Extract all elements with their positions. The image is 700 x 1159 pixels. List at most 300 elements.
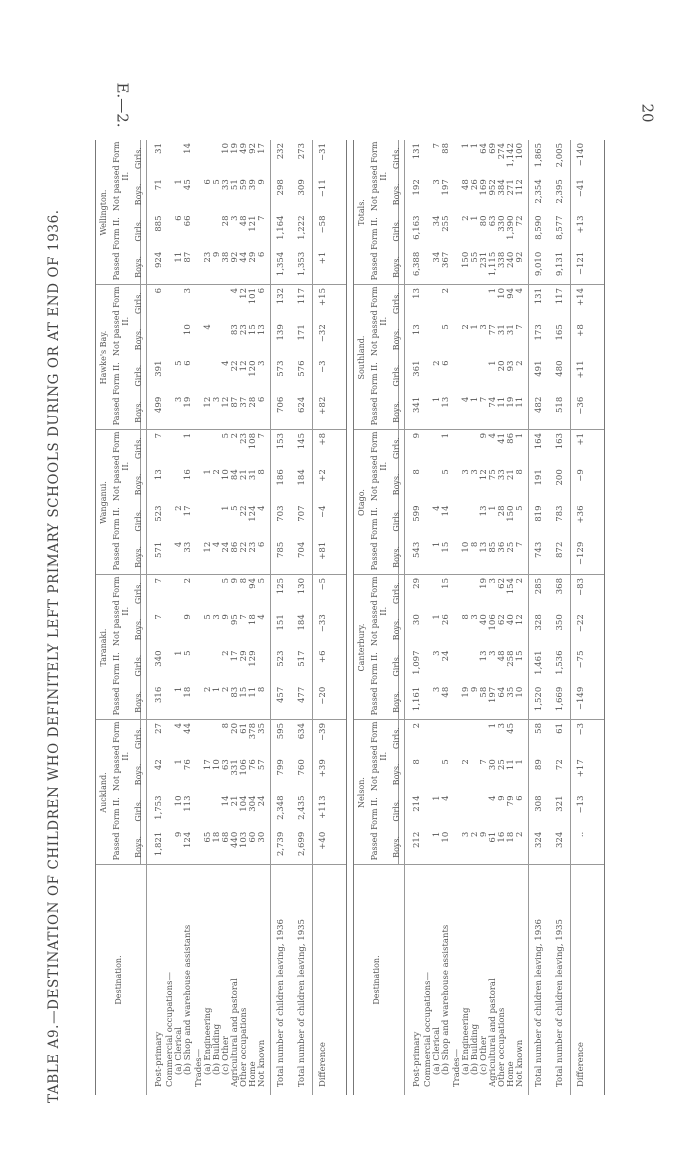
north-data-cell: 15	[239, 686, 249, 698]
south-sex-header: Girls.	[392, 727, 401, 750]
south-data-cell: 2	[515, 831, 525, 838]
north-row-label: Trades—	[194, 1048, 204, 1087]
south-row-label: Not known	[515, 1039, 525, 1087]
south-data-cell: 872	[555, 541, 565, 558]
north-data-cell: 11	[174, 251, 184, 263]
north-sex-header: Boys.	[134, 835, 143, 858]
south-data-cell: 1,142	[506, 143, 516, 168]
north-data-cell: +2	[318, 469, 328, 482]
south-data-cell: −36	[576, 396, 586, 415]
south-data-cell: 783	[555, 505, 565, 522]
south-row-label: (a) Engineering	[461, 1007, 471, 1075]
south-sex-header: Boys.	[392, 545, 401, 568]
south-data-cell: −129	[576, 541, 586, 566]
north-data-cell: 3	[230, 215, 240, 221]
south-data-cell: 10	[441, 831, 451, 843]
north-data-cell: 66	[183, 215, 193, 227]
north-data-cell: 22	[230, 360, 240, 372]
north-data-cell: −5	[318, 578, 328, 591]
south-sex-header: Girls.	[392, 219, 401, 242]
north-data-cell: 22	[239, 505, 249, 517]
north-district-name: Wellington.	[99, 189, 108, 236]
north-passed-header: Passed Form II.	[112, 217, 121, 281]
south-data-cell: 3	[479, 324, 489, 330]
north-data-cell: 2	[183, 578, 193, 584]
south-data-cell: 4	[515, 288, 525, 294]
north-data-cell: 23	[203, 251, 213, 263]
south-data-cell: 34	[432, 251, 442, 263]
south-passed-header: Passed Form II.	[370, 797, 379, 861]
south-data-cell: 11	[515, 396, 525, 408]
south-data-cell: 1	[432, 541, 442, 548]
south-data-cell: 21	[506, 469, 516, 481]
north-data-cell: 298	[276, 179, 286, 196]
north-data-cell: 309	[297, 179, 307, 196]
north-data-cell: −4	[318, 505, 328, 519]
north-data-cell: 49	[239, 143, 249, 154]
south-sex-header: Boys.	[392, 690, 401, 713]
north-data-cell: 1	[174, 759, 184, 765]
south-data-cell: 86	[506, 433, 516, 444]
south-data-cell: 518	[555, 396, 565, 413]
south-row-label: Total number of children leaving, 1935	[555, 919, 565, 1087]
north-sex-header: Boys.	[134, 763, 143, 786]
north-data-cell: 18	[248, 614, 258, 626]
north-data-cell: 6	[174, 215, 184, 221]
south-data-cell: 6	[441, 360, 451, 366]
south-data-cell: −140	[576, 143, 586, 167]
south-data-cell: 1	[432, 831, 442, 838]
south-row-label: (b) Building	[470, 1023, 480, 1075]
south-data-cell: 93	[506, 360, 516, 372]
north-data-cell: 6	[203, 179, 213, 185]
south-data-cell: 3	[461, 469, 471, 475]
south-row-label: Trades—	[452, 1048, 462, 1087]
north-data-cell: 232	[276, 143, 286, 160]
south-data-cell: 45	[506, 723, 516, 734]
north-data-cell: −20	[318, 686, 328, 705]
south-data-cell: 1,161	[412, 686, 422, 712]
north-data-cell: 4	[174, 723, 184, 729]
north-data-cell: −33	[318, 614, 328, 633]
north-data-cell: 101	[248, 288, 258, 305]
south-data-cell: 255	[441, 215, 451, 232]
north-data-cell: 35	[257, 723, 267, 734]
north-data-cell: 1	[203, 469, 213, 475]
north-data-cell: 57	[257, 759, 267, 771]
north-data-cell: 760	[297, 759, 307, 776]
north-row-label: Other occupations	[239, 1007, 249, 1087]
north-data-cell: 11	[248, 686, 258, 698]
north-data-cell: 576	[297, 360, 307, 377]
south-data-cell: 231	[479, 251, 489, 268]
south-row-label: Commercial occupations—	[423, 971, 433, 1087]
north-data-cell: 106	[239, 759, 249, 776]
south-data-cell: 3	[488, 578, 498, 584]
north-data-cell: 2,739	[276, 831, 286, 857]
north-data-cell: 37	[239, 396, 249, 408]
north-data-cell: 184	[297, 614, 307, 631]
south-data-cell: +8	[576, 324, 586, 337]
south-sex-header: Girls.	[392, 292, 401, 315]
north-data-cell: 17	[230, 650, 240, 662]
south-data-cell: 40	[506, 614, 516, 626]
south-data-cell: 328	[534, 614, 544, 631]
south-not-passed-header: Not passed Form II.	[370, 576, 388, 646]
south-data-cell: ..	[576, 831, 586, 838]
south-data-cell: 154	[506, 578, 516, 595]
south-data-cell: 350	[555, 614, 565, 631]
south-data-cell: 367	[441, 251, 451, 268]
south-data-cell: −22	[576, 614, 586, 633]
north-data-cell: 4	[230, 288, 240, 294]
north-data-cell: +1	[318, 251, 328, 265]
north-data-cell: 17	[183, 505, 193, 517]
north-data-cell: 19	[230, 143, 240, 154]
north-data-cell: 4	[221, 360, 231, 366]
south-data-cell: 8	[412, 759, 422, 765]
north-data-cell: 1,354	[276, 251, 286, 277]
south-data-cell: 1,536	[555, 650, 565, 675]
south-data-cell: 491	[534, 360, 544, 377]
south-data-cell: 117	[555, 288, 565, 305]
north-data-cell: 14	[221, 795, 231, 807]
south-row-label: (a) Clerical	[432, 1027, 442, 1075]
south-data-cell: 80	[479, 215, 489, 227]
north-data-cell: 121	[248, 215, 258, 232]
north-data-cell: 703	[276, 505, 286, 522]
north-not-passed-header: Not passed Form II.	[112, 721, 130, 791]
north-passed-header: Passed Form II.	[112, 652, 121, 716]
north-data-cell: 477	[297, 686, 307, 703]
north-data-cell: 104	[239, 795, 249, 812]
north-data-cell: 440	[230, 831, 240, 848]
south-data-cell: 15	[515, 650, 525, 662]
south-data-cell: 338	[497, 251, 507, 268]
north-data-cell: 9	[174, 831, 184, 838]
north-row-label: Home	[248, 1061, 258, 1087]
north-data-cell: 1	[183, 433, 193, 439]
north-data-cell: 2,699	[297, 831, 307, 857]
north-data-cell: 7	[154, 433, 164, 439]
south-row-label: (c) Other	[479, 1035, 489, 1075]
north-data-cell: 21	[230, 795, 240, 807]
south-data-cell: 8	[412, 469, 422, 475]
south-data-cell: 1	[470, 324, 480, 330]
south-data-cell: 25	[497, 759, 507, 771]
south-data-cell: 3	[488, 650, 498, 656]
north-data-cell: 885	[154, 215, 164, 232]
north-data-cell: 2	[221, 650, 231, 656]
south-data-cell: +36	[576, 505, 586, 524]
south-row-label: Other occupations	[497, 1007, 507, 1087]
south-data-cell: 1,115	[488, 251, 498, 277]
north-data-cell: 87	[183, 251, 193, 263]
south-data-cell: 58	[479, 686, 489, 698]
north-destination-header: Destination.	[114, 955, 123, 1005]
south-data-cell: 212	[412, 831, 422, 848]
south-data-cell: 10	[461, 541, 471, 553]
north-data-cell: 59	[239, 179, 249, 191]
north-data-cell: 38	[221, 251, 231, 263]
north-data-cell: 61	[239, 723, 249, 734]
north-data-cell: +6	[318, 650, 328, 664]
north-sex-header: Boys.	[134, 473, 143, 496]
north-data-cell: 6	[183, 360, 193, 366]
south-data-cell: 2,395	[555, 179, 565, 204]
north-data-cell: 139	[276, 324, 286, 341]
south-data-cell: 62	[497, 578, 507, 589]
north-data-cell: 18	[212, 831, 222, 843]
south-data-cell: 2,354	[534, 179, 544, 204]
south-data-cell: 19	[506, 396, 516, 408]
south-data-cell: 33	[497, 469, 507, 481]
south-data-cell: 9	[479, 433, 489, 439]
south-data-cell: 330	[497, 215, 507, 232]
south-data-cell: 35	[506, 686, 516, 698]
south-data-cell: 19	[461, 686, 471, 698]
north-data-cell: 595	[276, 723, 286, 740]
north-data-cell: 706	[276, 396, 286, 413]
north-sex-header: Boys.	[134, 255, 143, 278]
north-data-cell: 799	[276, 759, 286, 776]
north-data-cell: 31	[154, 143, 164, 154]
south-data-cell: 480	[555, 360, 565, 377]
north-data-cell: 23	[239, 433, 249, 444]
south-data-cell: 10	[497, 288, 507, 299]
south-data-cell: 94	[506, 288, 516, 299]
south-data-cell: 61	[488, 831, 498, 843]
south-data-cell: 2	[412, 723, 422, 729]
north-data-cell: 63	[221, 759, 231, 771]
south-data-cell: 28	[497, 505, 507, 517]
north-data-cell: 12	[221, 396, 231, 408]
north-data-cell: 1	[174, 650, 184, 656]
north-data-cell: 17	[203, 759, 213, 771]
south-data-cell: 64	[479, 143, 489, 154]
south-data-cell: 8,590	[534, 215, 544, 240]
north-data-cell: −58	[318, 215, 328, 234]
north-data-cell: 39	[248, 179, 258, 191]
south-data-cell: 11	[497, 396, 507, 408]
south-data-cell: 7	[515, 541, 525, 548]
north-data-cell: 10	[183, 324, 193, 336]
south-data-cell: 3	[470, 614, 480, 620]
north-sex-header: Girls.	[134, 147, 143, 170]
south-data-cell: −121	[576, 251, 586, 276]
north-data-cell: 13	[154, 469, 164, 481]
north-data-cell: 4	[174, 541, 184, 548]
north-data-cell: 76	[248, 759, 258, 771]
north-data-cell: 7	[257, 215, 267, 221]
south-data-cell: 1	[488, 360, 498, 366]
south-data-cell: 55	[470, 251, 480, 263]
south-data-cell: −13	[576, 795, 586, 814]
south-data-cell: 1,461	[534, 650, 544, 675]
north-sex-header: Boys.	[134, 328, 143, 351]
south-district-name: Totals.	[357, 199, 366, 226]
north-data-cell: +8	[318, 433, 328, 446]
north-data-cell: 3	[257, 360, 267, 366]
north-row-label: (a) Clerical	[174, 1027, 184, 1075]
south-data-cell: 48	[497, 650, 507, 662]
north-data-cell: 4	[257, 505, 267, 511]
north-data-cell: +39	[318, 759, 328, 778]
north-data-cell: 624	[297, 396, 307, 413]
south-data-cell: 63	[488, 215, 498, 227]
north-data-cell: 103	[239, 831, 249, 848]
north-data-cell: 12	[203, 396, 213, 408]
north-data-cell: 3	[174, 396, 184, 403]
south-data-cell: 1,390	[506, 215, 516, 240]
north-sex-header: Girls.	[134, 654, 143, 677]
south-data-cell: 1	[432, 795, 442, 801]
south-data-cell: 1	[470, 215, 480, 221]
north-data-cell: 340	[154, 650, 164, 667]
page-number: 20	[638, 103, 657, 123]
north-data-cell: 94	[248, 578, 258, 589]
north-data-cell: 71	[154, 179, 164, 191]
north-data-cell: 5	[183, 650, 193, 656]
south-data-cell: 19	[479, 578, 489, 589]
north-data-cell: 8	[239, 578, 249, 584]
north-data-cell: 2	[174, 505, 184, 511]
south-data-cell: −149	[576, 686, 586, 711]
north-data-cell: 29	[239, 650, 249, 662]
north-data-cell: 153	[276, 433, 286, 450]
north-data-cell: 1,164	[276, 215, 286, 240]
south-data-cell: 14	[441, 505, 451, 517]
north-data-cell: 65	[203, 831, 213, 843]
south-data-cell: 106	[488, 614, 498, 631]
north-data-cell: 1	[212, 686, 222, 693]
south-data-cell: 2	[515, 360, 525, 366]
north-data-cell: 44	[183, 723, 193, 734]
south-data-cell: 61	[555, 723, 565, 734]
north-data-cell: 20	[230, 723, 240, 734]
north-data-cell: 7	[257, 433, 267, 439]
north-data-cell: 120	[248, 360, 258, 377]
north-data-cell: 634	[297, 723, 307, 740]
north-data-cell: +81	[318, 541, 328, 560]
south-data-cell: 7	[479, 759, 489, 765]
south-data-cell: 173	[534, 324, 544, 341]
south-sex-header: Boys.	[392, 835, 401, 858]
south-data-cell: 41	[497, 433, 507, 444]
south-data-cell: +14	[576, 288, 586, 306]
south-data-cell: +1	[576, 433, 586, 446]
south-data-cell: 12	[515, 614, 525, 626]
north-district-name: Auckland.	[99, 772, 108, 813]
north-row-label: (b) Shop and warehouse assistants	[183, 924, 193, 1075]
south-sex-header: Girls.	[392, 147, 401, 170]
south-data-cell: 543	[412, 541, 422, 558]
north-data-cell: 45	[183, 179, 193, 191]
south-data-cell: 5	[441, 759, 451, 765]
south-data-cell: +13	[576, 215, 586, 234]
south-data-cell: −75	[576, 650, 586, 669]
north-sex-header: Boys.	[134, 545, 143, 568]
south-data-cell: 341	[412, 396, 422, 413]
north-data-cell: 95	[230, 614, 240, 626]
north-data-cell: 44	[239, 251, 249, 263]
north-sex-header: Girls.	[134, 509, 143, 532]
north-data-cell: 132	[276, 288, 286, 305]
north-data-cell: 76	[183, 759, 193, 771]
south-data-cell: 7	[479, 396, 489, 403]
north-data-cell: 184	[297, 469, 307, 486]
north-data-cell: 23	[239, 324, 249, 336]
south-data-cell: 48	[461, 179, 471, 191]
south-data-cell: 164	[534, 433, 544, 450]
south-district-name: Canterbury.	[357, 623, 366, 672]
south-data-cell: 384	[497, 179, 507, 196]
north-data-cell: 19	[183, 396, 193, 408]
south-data-cell: 13	[412, 288, 422, 299]
south-data-cell: 165	[555, 324, 565, 341]
south-data-cell: 64	[497, 686, 507, 698]
south-data-cell: 1	[470, 143, 480, 149]
north-data-cell: 5	[203, 614, 213, 620]
south-data-cell: 58	[534, 723, 544, 734]
north-data-cell: 18	[183, 686, 193, 698]
south-data-cell: 1	[441, 433, 451, 439]
north-passed-header: Passed Form II.	[112, 362, 121, 426]
north-data-cell: 13	[257, 324, 267, 336]
south-data-cell: 88	[441, 143, 451, 154]
north-data-cell: 2	[203, 686, 213, 693]
north-data-cell: 273	[297, 143, 307, 160]
south-sex-header: Boys.	[392, 400, 401, 423]
south-sex-header: Boys.	[392, 255, 401, 278]
south-data-cell: +11	[576, 360, 586, 379]
south-sex-header: Girls.	[392, 799, 401, 822]
north-row-label: (c) Other	[221, 1035, 231, 1075]
south-passed-header: Passed Form II.	[370, 362, 379, 426]
north-passed-header: Passed Form II.	[112, 507, 121, 571]
north-data-cell: 6	[257, 251, 267, 258]
south-not-passed-header: Not passed Form II.	[370, 431, 388, 501]
north-data-cell: 331	[230, 759, 240, 776]
north-data-cell: 12	[239, 360, 249, 372]
north-data-cell: 2,435	[297, 795, 307, 820]
south-sex-header: Boys.	[392, 763, 401, 786]
north-data-cell: 2	[230, 433, 240, 439]
north-data-cell: 12	[239, 288, 249, 299]
south-data-cell: −83	[576, 578, 586, 596]
south-data-cell: 8	[515, 469, 525, 475]
table-title: TABLE A9.—DESTINATION OF CHILDREN WHO DEFINITELY LEFT PRIMARY SCHOOLS DURING OR AT END OF 1936.	[46, 209, 62, 1103]
north-data-cell: 3	[212, 614, 222, 620]
north-data-cell: 48	[239, 215, 249, 227]
south-passed-header: Passed Form II.	[370, 507, 379, 571]
south-data-cell: 952	[488, 179, 498, 196]
south-not-passed-header: Not passed Form II.	[370, 286, 388, 356]
south-data-cell: 72	[515, 215, 525, 227]
north-data-cell: −31	[318, 143, 328, 161]
north-data-cell: 1,222	[297, 215, 307, 240]
north-data-cell: 391	[154, 360, 164, 377]
north-data-cell: 3	[212, 396, 222, 403]
north-data-cell: 9	[212, 251, 222, 258]
north-data-cell: 5	[257, 578, 267, 584]
south-data-cell: 308	[534, 795, 544, 812]
south-data-cell: 11	[506, 759, 516, 771]
north-data-cell: 51	[230, 179, 240, 191]
south-data-cell: 1,865	[534, 143, 544, 168]
north-data-cell: 5	[221, 433, 231, 439]
north-data-cell: 92	[230, 251, 240, 263]
